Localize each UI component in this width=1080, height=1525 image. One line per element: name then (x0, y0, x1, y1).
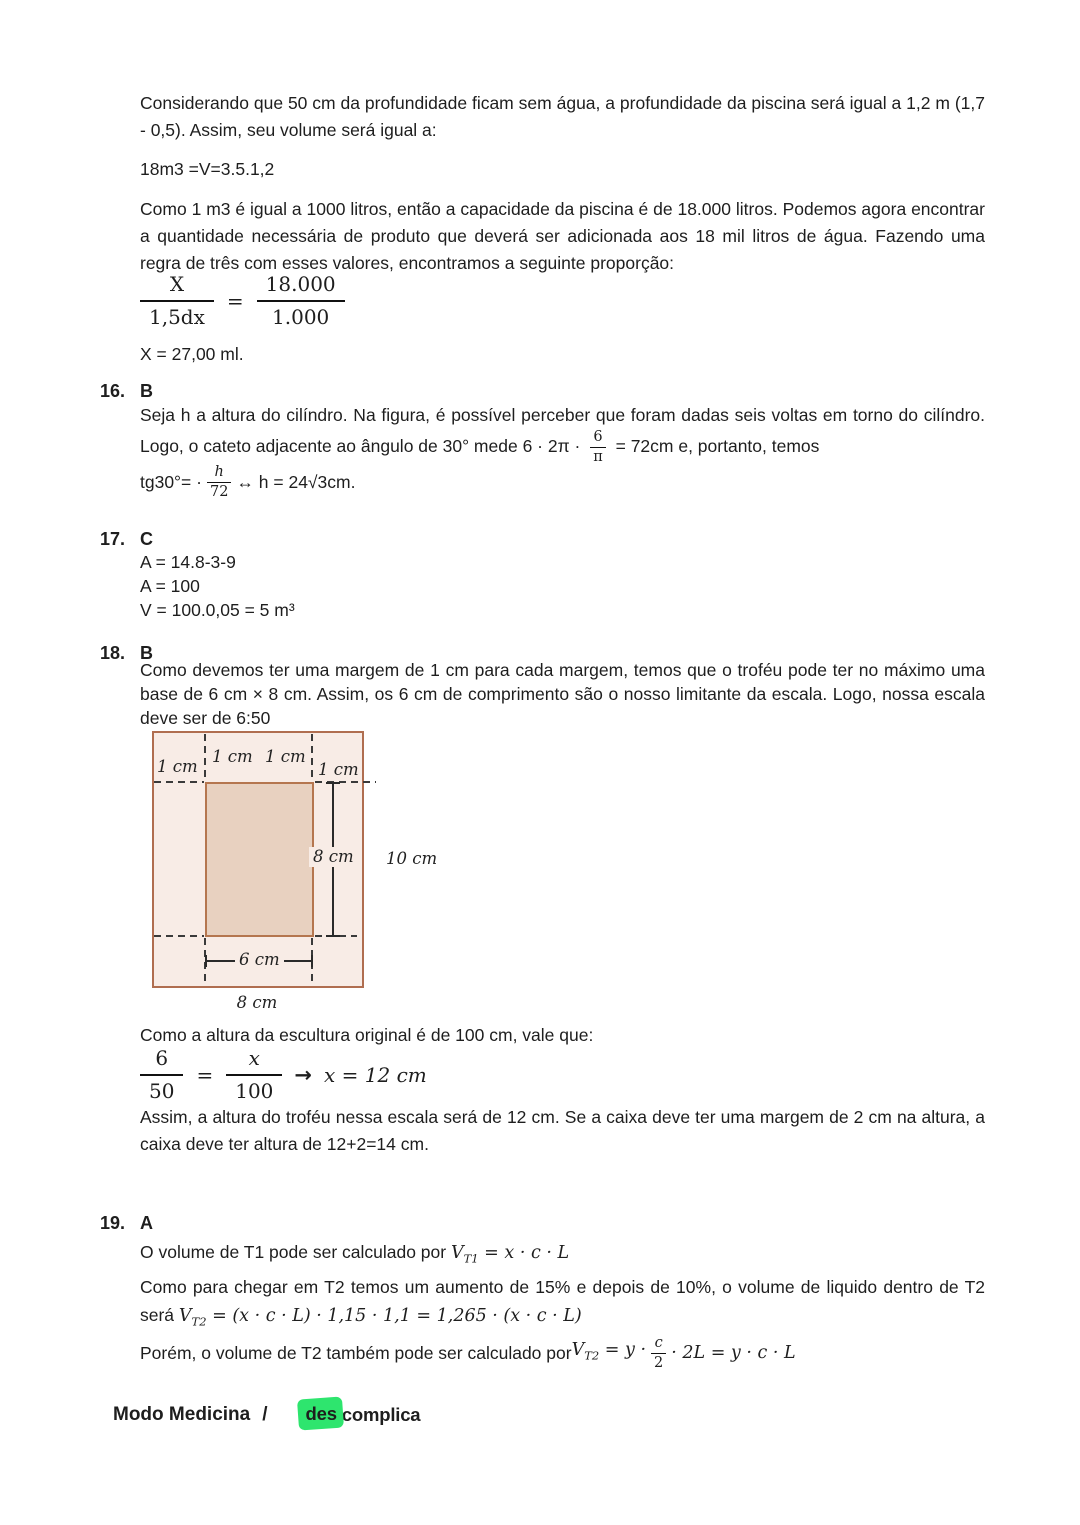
q17-line: V = 100.0,05 = 5 m³ (140, 600, 295, 620)
fraction-denominator: π (593, 448, 603, 465)
fraction-denominator: 72 (209, 483, 229, 500)
formula (179, 1306, 582, 1326)
proportion-equation (140, 272, 985, 330)
fraction (140, 1046, 183, 1104)
q16-answer: B (140, 381, 153, 401)
measure-cap (326, 935, 340, 937)
footer-brand: Modo Medicina (113, 1403, 251, 1425)
q19-line-1 (140, 1238, 985, 1273)
fraction-denominator: 1,5dx (149, 305, 205, 329)
outer-height-label: 10 cm (386, 849, 438, 868)
q19-answer: A (140, 1213, 153, 1233)
dashed-line (204, 734, 206, 782)
q18-answer: B (140, 643, 153, 663)
q17-line: A = 14.8-3-9 (140, 552, 236, 572)
q16-heading (100, 378, 980, 405)
arrow-icon: → (294, 1062, 313, 1087)
inner-width-label: 6 cm (235, 950, 284, 970)
fraction-denominator: 2 (654, 1354, 664, 1371)
fraction (226, 1046, 282, 1104)
fraction (651, 1335, 666, 1371)
fraction-numerator: x (226, 1046, 282, 1076)
scale-equation (140, 1046, 985, 1104)
q19-body (140, 1238, 985, 1371)
fraction-numerator: 6 (140, 1046, 183, 1076)
intro-paragraph-1: Considerando que 50 cm da profundidade ficam sem água, a profundidade da piscina será igual a 1,2 m (1,7 - 0,5). Assim, seu volume será igual a: (140, 93, 985, 140)
inner-rectangle (205, 782, 314, 937)
logo-des-badge: des (300, 1398, 342, 1430)
formula-rest: · 2L = y · c · L (671, 1343, 796, 1364)
fraction-numerator: c (651, 1335, 666, 1354)
q16-tg-text: ↔ h = 24√3cm. (236, 471, 356, 492)
q17-heading (100, 526, 980, 553)
fraction (590, 429, 606, 465)
q16-text: Seja h a altura do cilíndro. Na figura, é possível perceber que foram dadas seis voltas em torno do cilíndro. Logo, o cateto adjacente ao ângulo de 30° mede 6 · 2π · (140, 405, 985, 456)
q16-body (140, 402, 985, 465)
fraction-denominator: 1.000 (272, 305, 330, 329)
fraction-denominator: 50 (149, 1079, 175, 1103)
q18-after-figure: Como a altura da escultura original é de 100 cm, vale que: (140, 1025, 594, 1045)
subscript: T1 (463, 1251, 479, 1266)
q16-tg-text: tg30°= · (140, 471, 202, 492)
margin-label: 1 cm (318, 760, 359, 779)
fraction (207, 464, 231, 500)
q16-number: 16. (100, 381, 126, 401)
q16-text: = 72cm e, portanto, temos (610, 435, 820, 456)
fraction (140, 272, 214, 330)
intro-result: X = 27,00 ml. (140, 344, 244, 364)
q18-conclusion: Assim, a altura do troféu nessa escala será de 12 cm. Se a caixa deve ter uma margem de 2 cm na altura, a caixa deve ter altura de 12+2=14 cm. (140, 1107, 985, 1154)
margin-label: 1 cm (157, 757, 198, 776)
q19-text: O volume de T1 pode ser calculado por (140, 1242, 451, 1262)
equals-sign: = (226, 288, 244, 313)
dashed-line (154, 935, 204, 937)
q17-answer: C (140, 529, 153, 549)
formula-mid: = y · (599, 1340, 647, 1361)
intro-paragraph-2: Como 1 m3 é igual a 1000 litros, então a capacidade da piscina é de 18.000 litros. Podemos agora encontrar a quantidade necessária de produto que deverá ser adicionada aos 18 mil litros de água. Fazendo uma regra de três com esses valores, encontramos a seguinte proporção: (140, 199, 985, 273)
formula-rest: = x · c · L (478, 1243, 570, 1263)
q19-heading (100, 1210, 980, 1237)
q19-text: Como para chegar em T2 temos um aumento de 15% e depois de 10%, o volume de liquido dentro de T2 será (140, 1276, 985, 1325)
descomplica-logo (300, 1398, 421, 1430)
q19-text: Porém, o volume de T2 também pode ser calculado por (140, 1343, 572, 1364)
q16-tangent-line (140, 464, 985, 500)
dashed-line (311, 734, 313, 782)
measure-cap (205, 955, 207, 967)
logo-complica-text: complica (341, 1403, 421, 1425)
fraction-numerator: 6 (590, 429, 606, 448)
dashed-line (315, 781, 376, 783)
q19-line-3 (140, 1335, 985, 1371)
measure-cap (326, 782, 340, 784)
formula (572, 1336, 646, 1370)
variable: V (450, 1243, 464, 1263)
q18-body: Como devemos ter uma margem de 1 cm para cada margem, temos que o troféu pode ter no máximo uma base de 6 cm × 8 cm. Assim, os 6 cm de comprimento são o nosso limitante da escala. Logo, nossa escala deve ser de 6:50 (140, 660, 985, 728)
equals-sign: = (196, 1062, 214, 1087)
subscript: T2 (584, 1348, 600, 1363)
scale-diagram (140, 729, 610, 1029)
fraction-denominator: 100 (235, 1079, 274, 1103)
measure-cap (311, 955, 313, 967)
footer (113, 1398, 958, 1430)
intro-equation: 18m3 =V=3.5.1,2 (140, 159, 275, 179)
q19-number: 19. (100, 1213, 126, 1233)
footer-slash: / (262, 1403, 268, 1425)
q19-line-2 (140, 1273, 985, 1336)
formula-rest: = (x · c · L) · 1,15 · 1,1 = 1,265 · (x · c · L) (206, 1305, 582, 1326)
variable: V (178, 1305, 192, 1326)
outer-width-label: 8 cm (236, 993, 278, 1012)
fraction (257, 272, 345, 330)
margin-label: 1 cm (212, 747, 253, 766)
subscript: T2 (191, 1314, 207, 1328)
q17-line: A = 100 (140, 576, 200, 596)
variable: V (571, 1340, 585, 1361)
q17-body (140, 550, 985, 622)
fraction-numerator: 18.000 (257, 272, 345, 302)
q17-number: 17. (100, 529, 126, 549)
margin-label: 1 cm (265, 747, 306, 766)
dashed-line (154, 781, 204, 783)
fraction-numerator: h (207, 464, 231, 483)
inner-height-label: 8 cm (309, 847, 358, 867)
scale-result: x = 12 cm (324, 1062, 427, 1087)
fraction-numerator: X (140, 272, 214, 302)
formula (450, 1243, 570, 1266)
q18-number: 18. (100, 643, 126, 663)
